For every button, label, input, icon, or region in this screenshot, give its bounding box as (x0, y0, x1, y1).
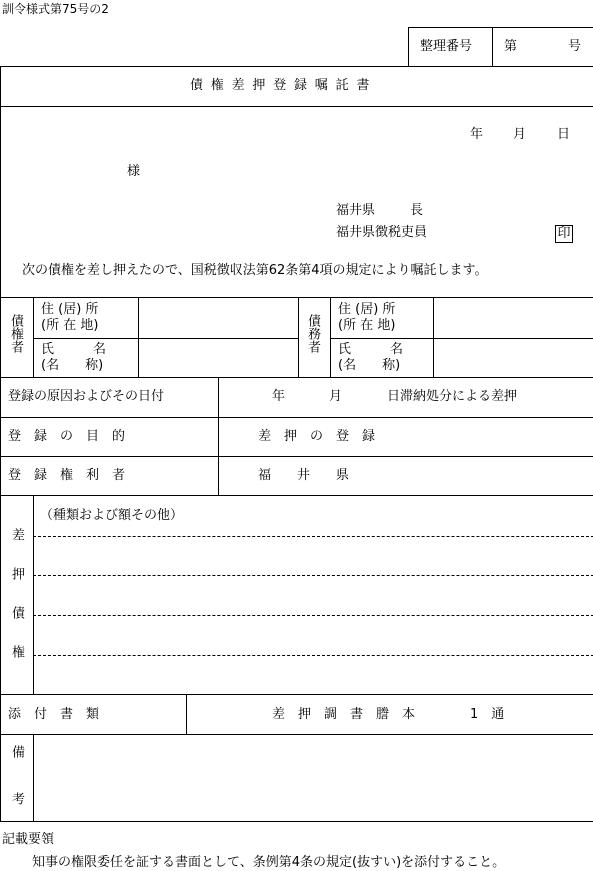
dashed-line (33, 575, 593, 576)
divider (0, 694, 593, 695)
divider (330, 297, 331, 377)
divider (0, 297, 593, 298)
date-month-label: 月 (513, 127, 527, 142)
reference-number-label: 整理番号 (420, 39, 473, 54)
dashed-line (33, 536, 593, 537)
attachments-count: 1 通 (470, 707, 505, 722)
divider (33, 734, 34, 822)
divider (33, 338, 298, 339)
debtor-address-label: 住 (居) 所 (338, 302, 396, 317)
cause-year-label: 年 (272, 389, 286, 404)
debtor-label: 債務者 (305, 314, 320, 353)
attachments-label: 添 付 書 類 (8, 707, 100, 722)
divider (433, 297, 434, 377)
debtor-name-sublabel: (名 称) (338, 358, 401, 373)
remarks-label: 備考 (9, 745, 24, 839)
divider (218, 377, 219, 495)
date-day-label: 日 (557, 127, 571, 142)
sender-official: 福井県徴税吏員 (336, 225, 428, 240)
creditor-name-sublabel: (名 称) (41, 358, 104, 373)
debtor-name-label: 氏 名 (338, 342, 404, 357)
seized-claims-note: （種類および額その他） (40, 508, 184, 523)
divider (33, 297, 34, 377)
divider (33, 495, 34, 694)
rights-holder-value: 福 井 県 (258, 468, 350, 483)
divider (138, 297, 139, 377)
creditor-address-label: 住 (居) 所 (41, 302, 99, 317)
divider (0, 106, 593, 107)
intro-text: 次の債権を差し押えたので、国税徴収法第62条第4項の規定により嘱託します。 (22, 263, 488, 278)
divider (0, 495, 593, 496)
creditor-address-sublabel: (所 在 地) (41, 318, 99, 333)
purpose-value: 差 押 の 登 録 (258, 429, 376, 444)
creditor-label: 債権者 (8, 314, 23, 353)
form-id: 訓令様式第75号の2 (2, 2, 109, 16)
divider (0, 734, 593, 735)
divider (0, 456, 593, 457)
sender-prefecture: 福井県 (336, 203, 376, 218)
cause-label: 登録の原因およびその日付 (8, 389, 165, 404)
divider (298, 297, 299, 377)
document-title: 債権差押登録嘱託書 (190, 78, 378, 93)
sender-title: 長 (410, 203, 424, 218)
instructions-heading: 記載要領 (2, 832, 55, 847)
dashed-line (33, 615, 593, 616)
rights-holder-label: 登 録 権 利 者 (8, 468, 126, 483)
divider (330, 338, 593, 339)
seal-mark: 印 (555, 225, 573, 243)
cause-month-label: 月 (329, 389, 343, 404)
addressee-suffix: 様 (127, 164, 141, 179)
debtor-address-sublabel: (所 在 地) (338, 318, 396, 333)
divider (492, 27, 493, 67)
divider (186, 694, 187, 734)
divider (0, 417, 593, 418)
instructions-body: 知事の権限委任を証する書面として、条例第4条の規定(抜すい)を添付すること。 (32, 855, 506, 870)
divider (0, 377, 593, 378)
creditor-name-label: 氏 名 (41, 342, 107, 357)
purpose-label: 登 録 の 目 的 (8, 429, 126, 444)
dashed-line (33, 655, 593, 656)
attachments-value: 差 押 調 書 謄 本 (272, 707, 416, 722)
number-prefix: 第 (504, 39, 518, 54)
date-year-label: 年 (470, 127, 484, 142)
cause-description: 日滞納処分による差押 (387, 389, 518, 404)
number-suffix: 号 (568, 39, 582, 54)
seized-claims-label: 差押債権 (9, 528, 24, 684)
